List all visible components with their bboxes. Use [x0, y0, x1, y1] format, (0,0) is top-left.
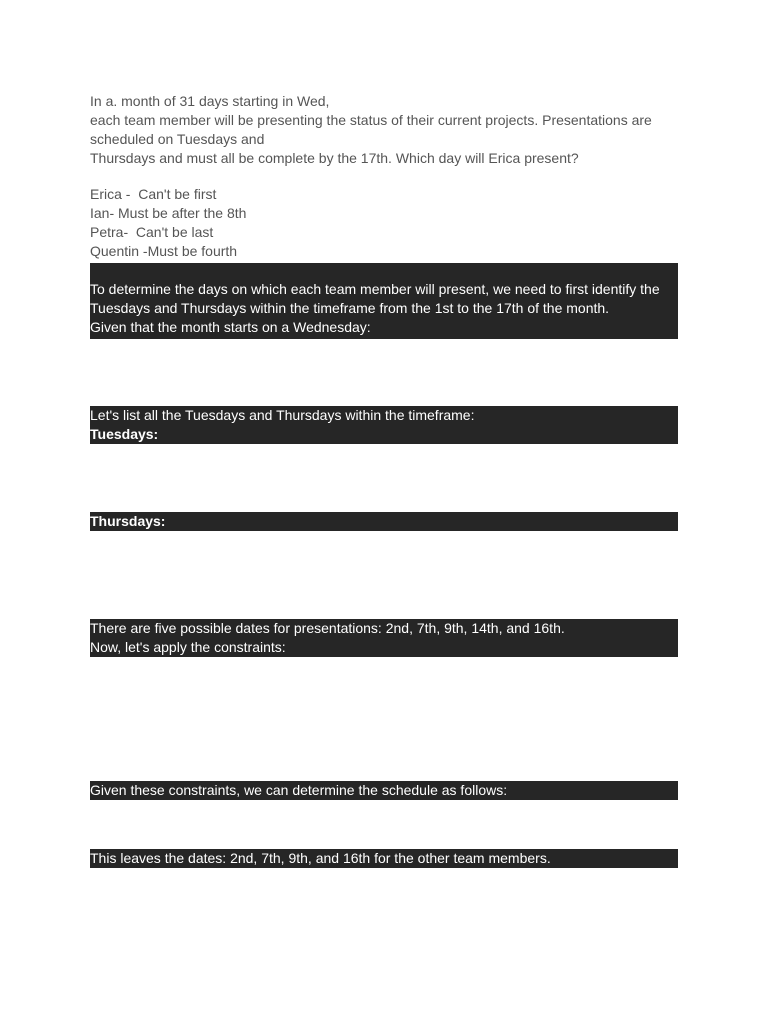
answer-list-intro: Let's list all the Tuesdays and Thursdays within the timeframe:	[90, 407, 475, 423]
question-line-3: Thursdays and must all be complete by the 17th. Which day will Erica present?	[90, 150, 579, 166]
answer-block-dates	[90, 619, 678, 657]
answer-block-thursdays	[90, 512, 678, 531]
apply-constraints-line: Now, let's apply the constraints:	[90, 639, 286, 655]
answer-block-schedule	[90, 781, 678, 800]
tuesdays-heading: Tuesdays:	[90, 426, 159, 442]
schedule-line: Given these constraints, we can determine the schedule as follows:	[90, 782, 508, 798]
possible-dates-line: There are five possible dates for presentations: 2nd, 7th, 9th, 14th, and 16th.	[90, 620, 565, 636]
constraint-erica: Erica - Can't be first	[90, 186, 217, 202]
question-line-2: each team member will be presenting the status of their current projects. Presentations are scheduled on Tuesdays and	[90, 112, 652, 147]
constraint-ian: Ian- Must be after the 8th	[90, 205, 247, 221]
answer-start-day-line: Given that the month starts on a Wednesday:	[90, 319, 371, 335]
question-text	[90, 92, 680, 168]
constraint-petra: Petra- Can't be last	[90, 224, 214, 240]
answer-intro-line: To determine the days on which each team member will present, we need to first identify the Tuesdays and Thursdays within the timeframe from the 1st to the 17th of the month.	[90, 281, 660, 316]
constraint-quentin: Quentin -Must be fourth	[90, 243, 238, 259]
answer-block-tuesdays	[90, 406, 678, 444]
answer-block-intro	[90, 263, 678, 339]
remaining-dates-line: This leaves the dates: 2nd, 7th, 9th, and 16th for the other team members.	[90, 850, 551, 866]
question-line-1: In a. month of 31 days starting in Wed,	[90, 93, 330, 109]
thursdays-heading: Thursdays:	[90, 513, 166, 529]
answer-block-remaining	[90, 849, 678, 868]
